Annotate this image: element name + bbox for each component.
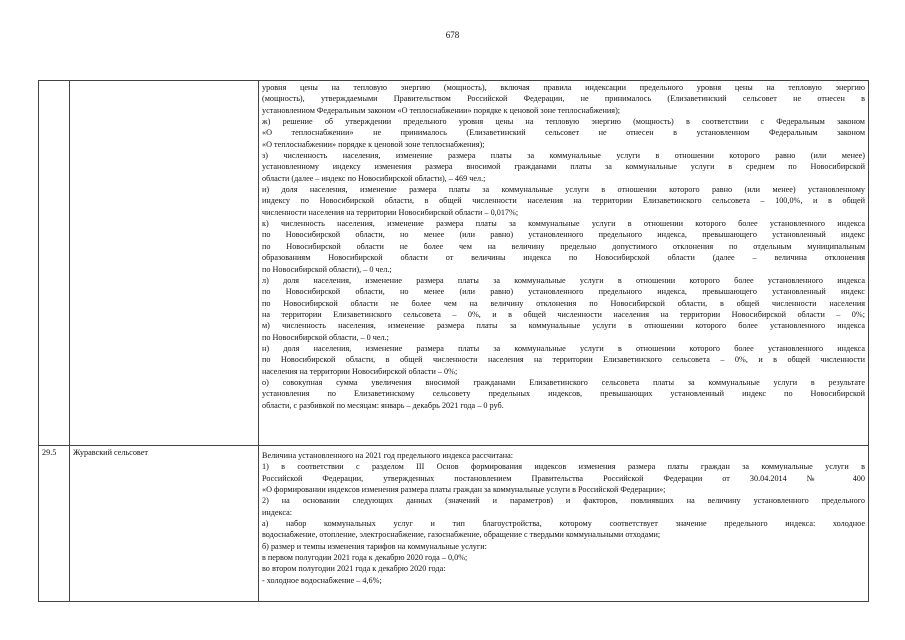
text-line: по Новосибирской области, но менее (или равно) установленного предельного индекса, превышающего установленный индекс <box>262 230 865 240</box>
text-line: во втором полугодии 2021 года к декабрю 2020 года: <box>262 564 446 574</box>
municipality-name-cell <box>70 81 259 446</box>
municipality-name-cell: Журавский сельсовет <box>70 446 259 602</box>
text-line: по Новосибирской области не более чем на величину отклонения по Новосибирской области, в общей численности населения <box>262 298 865 308</box>
text-line: области, с разбивкой по месяцам: январь – декабрь 2021 года – 0 руб. <box>262 400 504 410</box>
tariff-table <box>38 80 869 602</box>
text-line: «О теплоснабжении» порядке к ценовой зоне теплоснабжения); <box>262 139 485 149</box>
text-line: индексу по Новосибирской области, в общей численности населения на территории Елизаветинского сельсовета – 100,0%, и в общей <box>262 196 865 206</box>
text-line: ж) решение об утверждении предельного уровня цены на тепловую энергию (мощность) в соответствии с Федеральным законом <box>262 117 865 127</box>
text-line: водоснабжение, отопление, электроснабжение, газоснабжение, обращение с твердыми коммунальными отходами; <box>262 530 661 540</box>
text-line: к) численность населения, изменение размера платы за коммунальные услуги в отношении которого более установленного индекса <box>262 219 865 229</box>
text-line: б) размер и темпы изменения тарифов на коммунальные услуги: <box>262 541 487 551</box>
page-number: 678 <box>445 30 460 40</box>
text-line: образованиям Новосибирской области от величины индекса по Новосибирской области (далее – величина отклонения <box>262 253 865 263</box>
description-cell <box>259 81 869 446</box>
text-line: уровня цены на тепловую энергию (мощность), включая правила индексации предельного уровня цены на тепловую энергию <box>262 83 865 92</box>
text-line: Российской Федерации, утвержденных постановлением Правительства Российской Федерации от 30.04.2014 № 400 <box>262 473 865 483</box>
text-line: - холодное водоснабжение – 4,6%; <box>262 575 382 585</box>
text-line: «О формировании индексов изменения размера платы граждан за коммунальные услуги в Российской Федерации»; <box>262 485 666 495</box>
text-line: 1) в соответствии с разделом III Основ формирования индексов изменения размера платы граждан за коммунальные услуги в <box>262 462 865 472</box>
text-line: Величина установленного на 2021 год предельного индекса рассчитана: <box>262 451 514 460</box>
text-line: м) численность населения, изменение размера платы за коммунальные услуги в отношении которого более установленного индекса <box>262 321 865 331</box>
text-line: «О теплоснабжении» не принималось (Елизаветинский сельсовет не отнесен в установленном Федеральным законом <box>262 128 865 138</box>
text-line: по Новосибирской области, – 0 чел.; <box>262 332 389 342</box>
text-line: области (далее – индекс по Новосибирской области), – 469 чел.; <box>262 173 486 183</box>
text-line: л) доля населения, изменение размера платы за коммунальные услуги в отношении которого более установленного индекса <box>262 275 865 285</box>
text-line: численности населения на территории Новосибирской области – 0,017%; <box>262 207 519 217</box>
text-line: 2) на основании следующих данных (значений и параметров) и факторов, повлиявших на величину установленного предельного <box>262 496 865 506</box>
text-line: по Новосибирской области, в общей численности населения на территории Елизаветинского сельсовета – 0%, и в общей численности <box>262 355 865 365</box>
text-line: по Новосибирской области), – 0 чел.; <box>262 264 392 274</box>
text-line: установления по Елизаветинскому сельсовету предельных индексов, превышающих установленный индекс по Новосибирской <box>262 389 865 399</box>
table-row <box>39 81 869 446</box>
description-cell <box>259 446 869 602</box>
text-line: о) совокупная сумма увеличения вносимой гражданами Елизаветинского сельсовета платы за коммунальные услуги в результате <box>262 377 865 387</box>
text-line: (мощность), утверждаемыми Правительством Российской Федерации, не принималось (Елизаветинский сельсовет не отнесен в <box>262 94 865 104</box>
text-line: а) набор коммунальных услуг и тип благоустройства, которому соответствует значение предельного индекса: холодное <box>262 519 865 529</box>
text-line: индекса: <box>262 507 292 517</box>
text-line: по Новосибирской области, но менее (или равно) установленного предельного индекса, превышающего установленный индекс <box>262 287 865 297</box>
text-line: и) доля населения, изменение размера платы за коммунальные услуги в отношении которого равно (или менее) установленному <box>262 185 865 195</box>
text-line: в первом полугодии 2021 года к декабрю 2020 года – 0,0%; <box>262 553 468 563</box>
table-row <box>39 446 869 602</box>
row-number-cell <box>39 81 70 446</box>
text-line: на территории Елизаветинского сельсовета – 0%, и в общей численности населения на территории Новосибирской области – 0%; <box>262 309 865 319</box>
text-line: установленному индексу изменения размера вносимой гражданами платы за коммунальные услуги в среднем по Новосибирской <box>262 162 865 172</box>
text-line: по Новосибирской области не более чем на величину предельно допустимого отклонения по отдельным муниципальным <box>262 241 865 251</box>
text-line: н) доля населения, изменение размера платы за коммунальные услуги в отношении которого более установленного индекса <box>262 343 865 353</box>
row-number-cell: 29.5 <box>39 446 70 602</box>
text-line: установленном Федеральным законом «О теплоснабжении» порядке к ценовой зоне теплоснабжения); <box>262 105 621 115</box>
text-line: з) численность населения, изменение размера платы за коммунальные услуги в отношении которого равно (или менее) <box>262 151 865 161</box>
text-line: населения на территории Новосибирской области – 0%; <box>262 366 458 376</box>
